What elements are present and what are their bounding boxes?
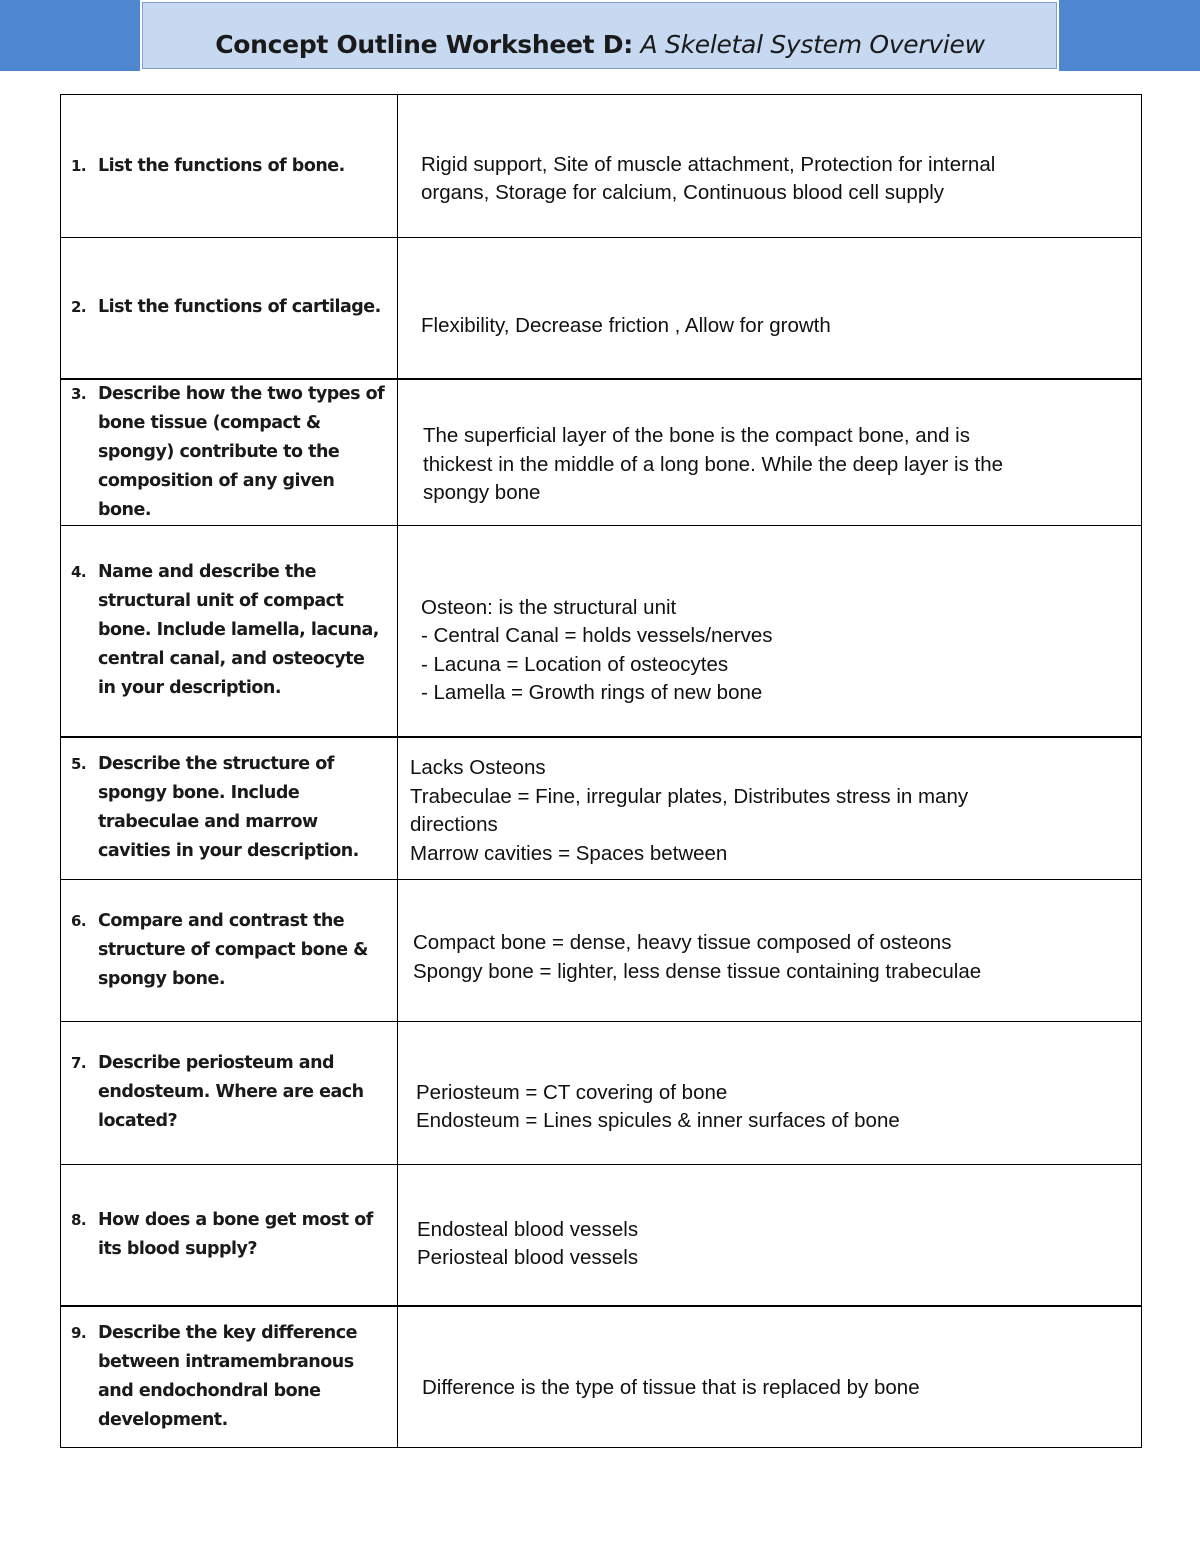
question-number: 5. [71, 755, 87, 774]
answer-cell [398, 1164, 1142, 1306]
title-colon: : [623, 30, 633, 59]
question-text: How does a bone get most of its blood supply? [98, 1209, 373, 1259]
answer-line: Rigid support, Site of muscle attachment, Protection for internal [421, 152, 996, 176]
question-number: 3. [71, 384, 87, 403]
question-cell [61, 525, 398, 737]
question-text: Describe periosteum and endosteum. Where are each located? [98, 1053, 364, 1131]
answer-cell [398, 737, 1142, 879]
question-cell [61, 1164, 398, 1306]
answer-line: Difference is the type of tissue that is replaced by bone [422, 1375, 920, 1399]
question-cell [61, 95, 398, 238]
answer-line: Endosteum = Lines spicules & inner surfaces of bone [416, 1109, 900, 1132]
answer-cell [398, 95, 1142, 238]
answer-line: organs, Storage for calcium, Continuous blood cell supply [421, 181, 945, 204]
question-number: 1. [71, 156, 87, 175]
table-row [61, 879, 1142, 1021]
question-cell [61, 379, 398, 526]
question-cell [61, 1021, 398, 1164]
answer-line: Periosteal blood vessels [417, 1246, 639, 1270]
table-row [61, 525, 1142, 737]
answer-line: The superficial layer of the bone is the compact bone, and is [423, 424, 970, 448]
table-row [61, 238, 1142, 379]
question-text: Describe the structure of spongy bone. Include trabeculae and marrow cavities in your description. [98, 754, 359, 862]
question-cell [61, 737, 398, 879]
table-row [61, 95, 1142, 238]
question-text: List the functions of cartilage. [98, 297, 381, 318]
answer-line: Flexibility, Decrease friction , Allow for growth [421, 314, 831, 337]
table-row [61, 1164, 1142, 1306]
question-number: 6. [71, 911, 87, 930]
table-row [61, 737, 1142, 879]
question-cell [61, 238, 398, 379]
answer-line: Lacks Osteons [410, 756, 546, 780]
answer-line: Compact bone = dense, heavy tissue composed of osteons [413, 931, 952, 954]
question-text: Compare and contrast the structure of compact bone & spongy bone. [98, 910, 368, 989]
answer-line: - Central Canal = holds vessels/nerves [421, 624, 773, 648]
question-text: Describe how the two types of bone tissue (compact & spongy) contribute to the composition of any given bone. [98, 383, 385, 520]
page-title [0, 27, 1200, 63]
concept-outline-table [60, 94, 1142, 1448]
question-text: Name and describe the structural unit of compact bone. Include lamella, lacuna, central canal, and osteocyte in your description. [98, 562, 379, 699]
question-text: List the functions of bone. [98, 155, 345, 176]
answer-line: Marrow cavities = Spaces between [410, 841, 728, 865]
answer-line: - Lamella = Growth rings of new bone [421, 681, 763, 705]
answer-cell [398, 1306, 1142, 1447]
answer-line: Periosteum = CT covering of bone [416, 1080, 728, 1104]
title-subtitle: A Skeletal System Overview [640, 30, 985, 59]
answer-line: Spongy bone = lighter, less dense tissue containing trabeculae [413, 959, 982, 983]
answer-line: spongy bone [423, 481, 541, 505]
table-row [61, 379, 1142, 526]
question-number: 4. [71, 563, 87, 582]
answer-line: Osteon: is the structural unit [421, 595, 677, 619]
answer-cell [398, 879, 1142, 1021]
answer-cell [398, 1021, 1142, 1164]
question-number: 9. [71, 1323, 87, 1342]
title-main: Concept Outline Worksheet D [215, 30, 624, 59]
answer-cell [398, 525, 1142, 737]
question-number: 2. [71, 298, 87, 317]
question-cell [61, 1306, 398, 1447]
answer-cell [398, 238, 1142, 379]
table-row [61, 1021, 1142, 1164]
answer-line: Trabeculae = Fine, irregular plates, Distributes stress in many [410, 784, 969, 808]
answer-line: directions [410, 813, 498, 837]
question-cell [61, 879, 398, 1021]
answer-line: thickest in the middle of a long bone. While the deep layer is the [423, 452, 1004, 476]
question-text: Describe the key difference between intramembranous and endochondral bone development. [98, 1322, 357, 1430]
table-row [61, 1306, 1142, 1447]
answer-line: - Lacuna = Location of osteocytes [421, 652, 729, 676]
answer-cell [398, 379, 1142, 526]
question-number: 7. [71, 1054, 87, 1072]
question-number: 8. [71, 1210, 87, 1229]
answer-line: Endosteal blood vessels [417, 1217, 639, 1241]
